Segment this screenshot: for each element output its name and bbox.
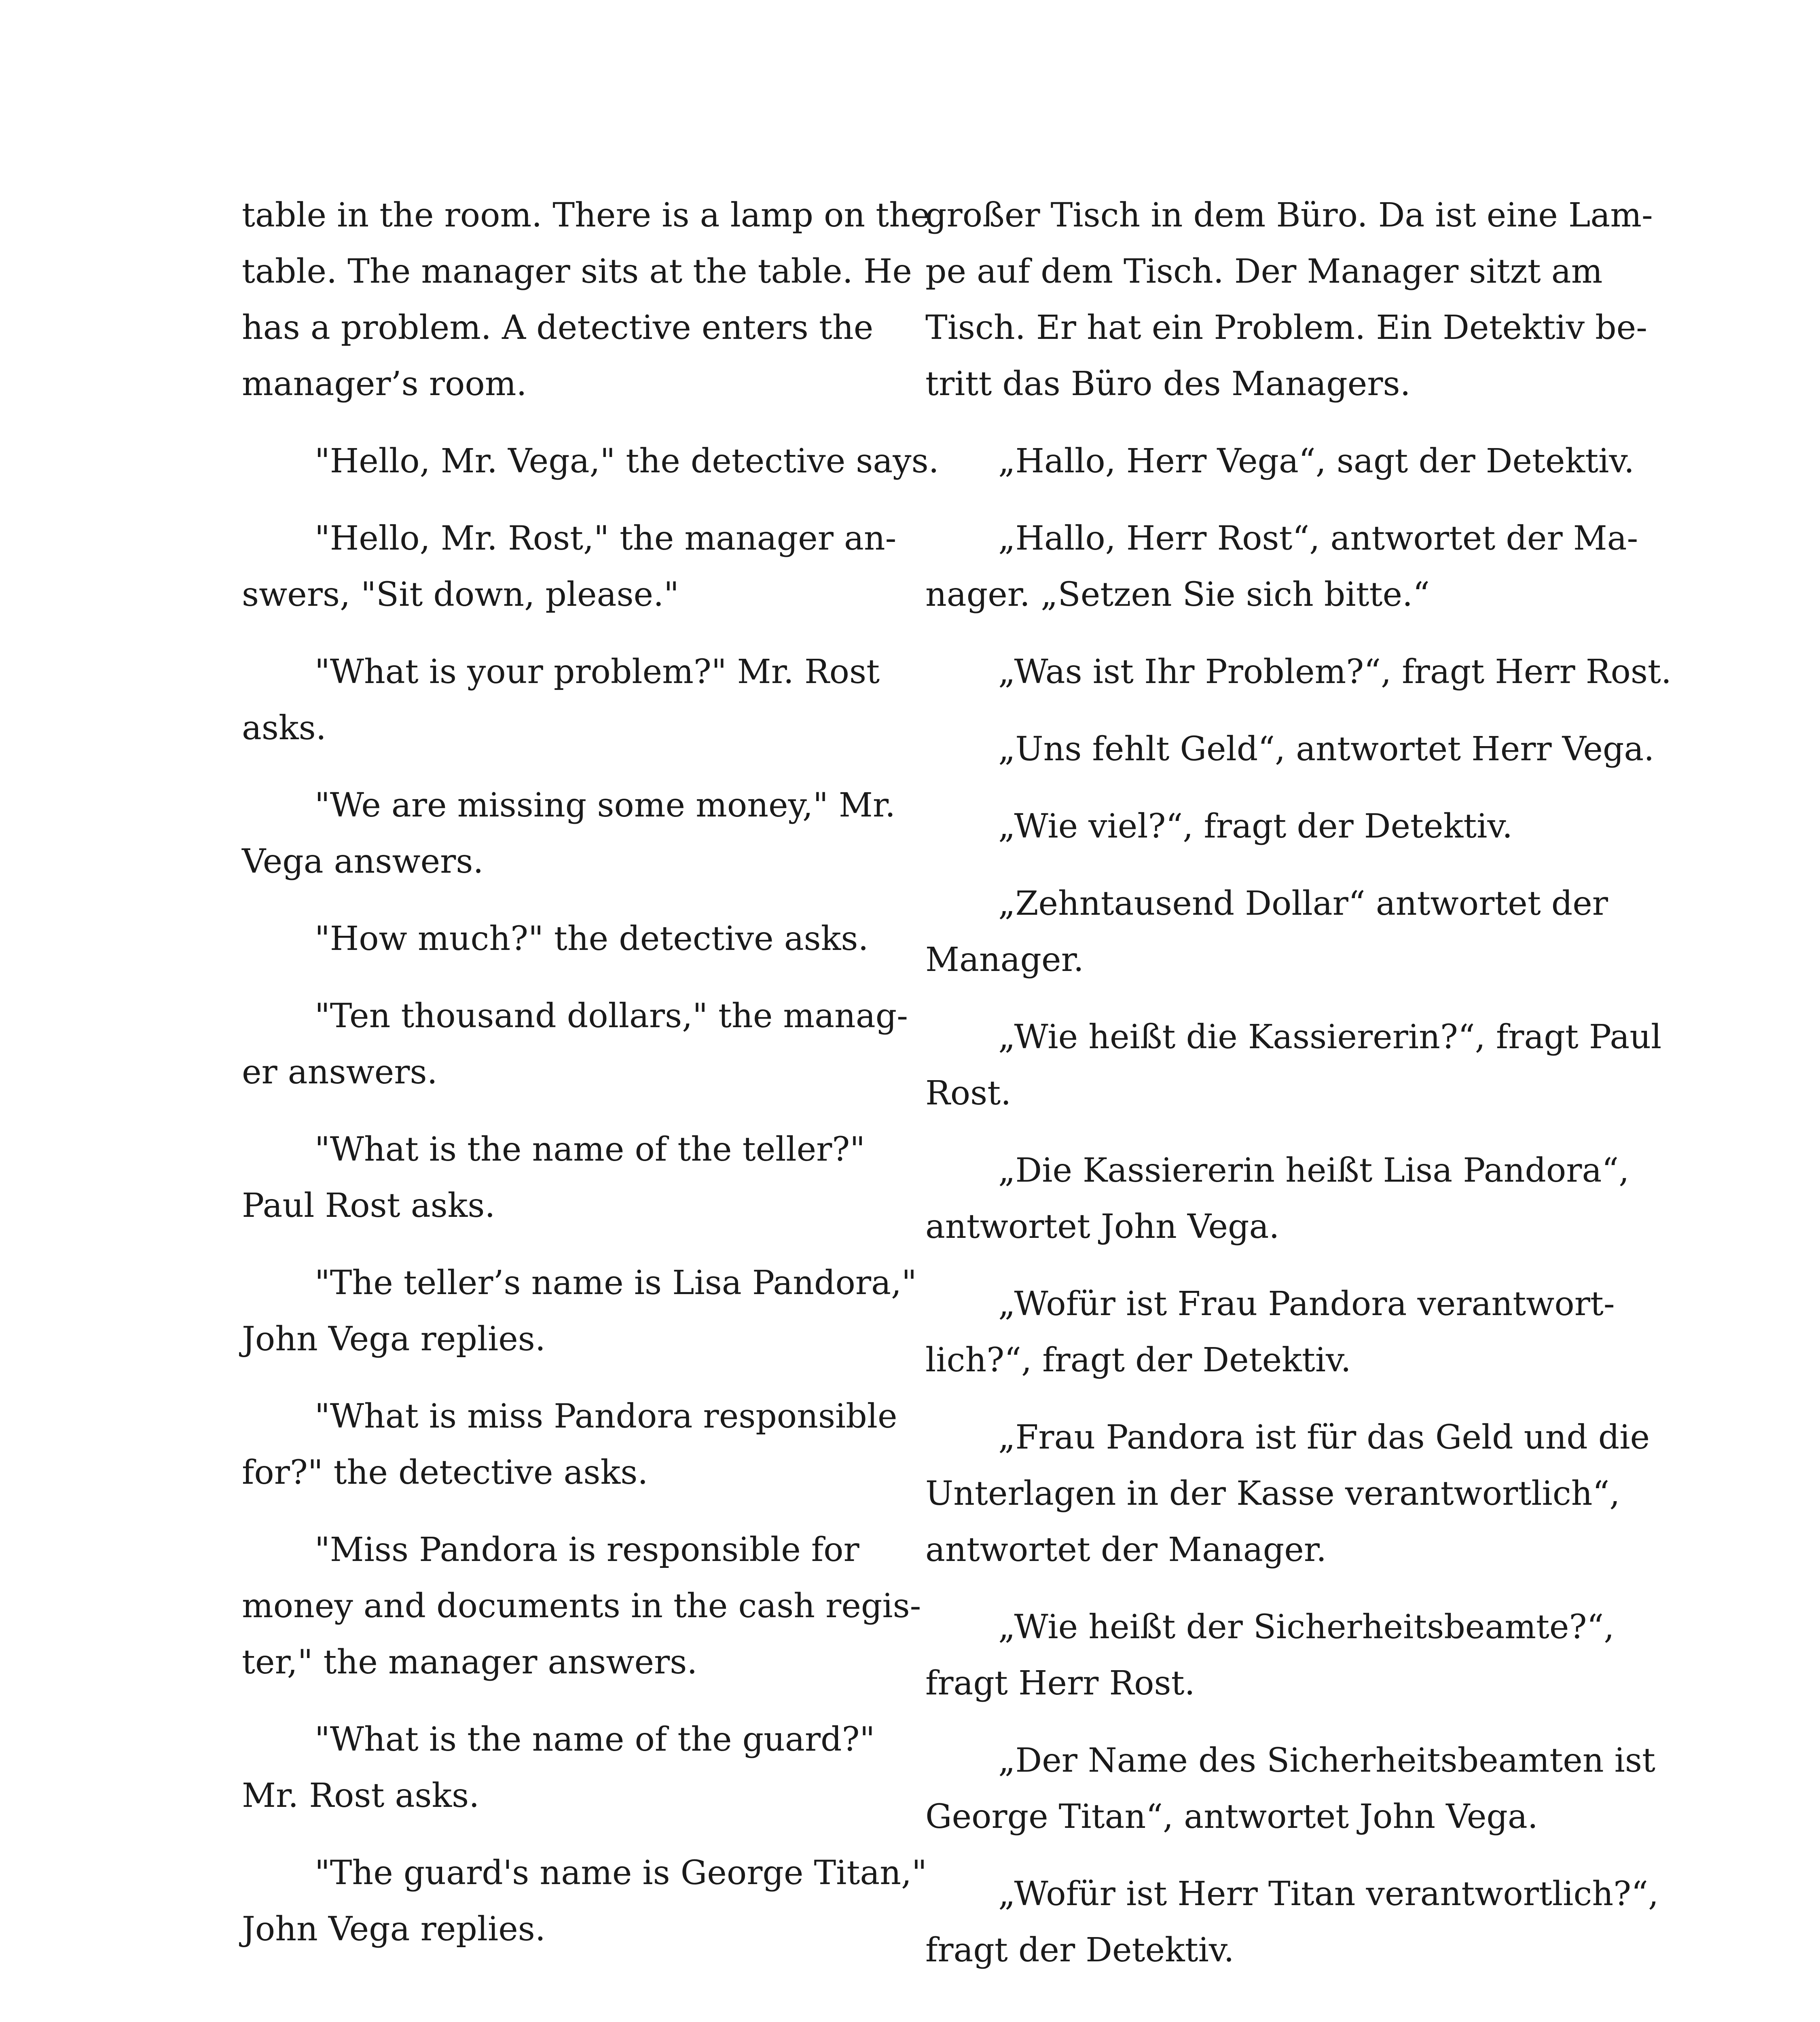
text-line: „Der Name des Sicherheitsbeamten ist — [998, 1741, 1655, 1780]
text-line: "The teller’s name is Lisa Pandora," — [315, 1264, 917, 1302]
german-paragraph — [925, 721, 1655, 777]
text-line: "What is the name of the teller?" — [315, 1130, 865, 1169]
text-line: fragt Herr Rost. — [925, 1664, 1195, 1703]
text-line: Paul Rost asks. — [242, 1187, 495, 1225]
text-line: Vega answers. — [242, 842, 484, 881]
english-paragraph — [242, 1255, 917, 1367]
text-line: „Hallo, Herr Vega“, sagt der Detektiv. — [998, 442, 1635, 480]
text-line: "What is miss Pandora responsible — [315, 1397, 897, 1436]
text-line: swers, "Sit down, please." — [242, 575, 679, 614]
german-paragraph — [925, 433, 1635, 489]
english-column — [242, 187, 939, 1978]
text-line: „Wie heißt die Kassiererin?“, fragt Paul — [998, 1018, 1662, 1056]
text-line: großer Tisch in dem Büro. Da ist eine Lam- — [925, 196, 1653, 235]
text-line: table in the room. There is a lamp on the — [242, 196, 930, 235]
text-line: nager. „Setzen Sie sich bitte.“ — [925, 575, 1430, 614]
text-line: "The guard's name is George Titan," — [315, 1854, 927, 1892]
english-paragraph — [242, 433, 939, 489]
text-line: "Ten thousand dollars," the manag- — [315, 997, 908, 1035]
english-paragraph — [242, 911, 897, 967]
text-line: John Vega replies. — [242, 1320, 546, 1358]
text-line: "Miss Pandora is responsible for — [315, 1531, 859, 1569]
text-line: er answers. — [242, 1053, 438, 1091]
text-line: „Die Kassiererin heißt Lisa Pandora“, — [998, 1151, 1630, 1190]
text-line: „Wie viel?“, fragt der Detektiv. — [998, 807, 1513, 846]
german-paragraph — [925, 644, 1672, 700]
english-paragraph — [242, 1388, 897, 1501]
german-paragraph — [925, 1276, 1629, 1388]
text-line: "Hello, Mr. Rost," the manager an- — [315, 519, 897, 558]
text-line: tritt das Büro des Managers. — [925, 365, 1411, 403]
text-line: ter," the manager answers. — [242, 1643, 698, 1681]
text-line: "How much?" the detective asks. — [315, 920, 869, 958]
text-line: „Hallo, Herr Rost“, antwortet der Ma- — [998, 519, 1638, 558]
text-line: „Was ist Ihr Problem?“, fragt Herr Rost. — [998, 653, 1672, 691]
german-paragraph — [925, 1866, 1659, 1978]
text-line: „Wie heißt der Sicherheitsbeamte?“, — [998, 1608, 1615, 1646]
text-line: pe auf dem Tisch. Der Manager sitzt am — [925, 252, 1603, 291]
text-line: Mr. Rost asks. — [242, 1777, 480, 1815]
text-line: fragt der Detektiv. — [925, 1931, 1234, 1969]
text-line: Unterlagen in der Kasse verantwortlich“, — [925, 1474, 1620, 1513]
text-line: George Titan“, antwortet John Vega. — [925, 1798, 1538, 1836]
text-line: money and documents in the cash regis- — [242, 1587, 921, 1625]
text-line: asks. — [242, 709, 326, 747]
english-paragraph — [242, 1845, 927, 1957]
text-line: „Uns fehlt Geld“, antwortet Herr Vega. — [998, 730, 1655, 768]
german-paragraph — [925, 510, 1638, 623]
text-line: "What is the name of the guard?" — [315, 1720, 875, 1759]
german-paragraph — [925, 1599, 1629, 1711]
text-line: "Hello, Mr. Vega," the detective says. — [315, 442, 939, 480]
english-paragraph — [242, 1522, 921, 1690]
text-line: "We are missing some money," Mr. — [315, 786, 896, 825]
text-line: „Zehntausend Dollar“ antwortet der — [998, 884, 1608, 923]
german-paragraph — [925, 1732, 1655, 1845]
german-paragraph — [925, 876, 1629, 988]
text-line: antwortet John Vega. — [925, 1208, 1280, 1246]
text-line: for?" the detective asks. — [242, 1453, 648, 1492]
text-line: „Wofür ist Frau Pandora verantwort- — [998, 1285, 1615, 1323]
german-paragraph — [925, 798, 1629, 854]
text-line: Manager. — [925, 941, 1084, 979]
text-line: lich?“, fragt der Detektiv. — [925, 1341, 1351, 1379]
english-paragraph — [242, 1711, 897, 1824]
text-line: table. The manager sits at the table. He — [242, 252, 912, 291]
german-paragraph — [925, 187, 1653, 412]
text-line: has a problem. A detective enters the — [242, 309, 874, 347]
text-line: „Wofür ist Herr Titan verantwortlich?“, — [998, 1875, 1659, 1913]
english-paragraph — [242, 510, 897, 623]
text-line: John Vega replies. — [242, 1910, 546, 1948]
english-paragraph — [242, 988, 908, 1100]
german-paragraph — [925, 1142, 1629, 1255]
text-line: Rost. — [925, 1074, 1012, 1113]
german-paragraph — [925, 1009, 1662, 1121]
text-line: „Frau Pandora ist für das Geld und die — [998, 1418, 1650, 1457]
english-paragraph — [242, 1121, 897, 1234]
text-line: "What is your problem?" Mr. Rost — [315, 653, 880, 691]
english-paragraph — [242, 187, 930, 412]
german-paragraph — [925, 1409, 1650, 1578]
text-line: Tisch. Er hat ein Problem. Ein Detektiv be- — [925, 309, 1647, 347]
text-line: antwortet der Manager. — [925, 1531, 1327, 1569]
english-paragraph — [242, 644, 897, 756]
english-paragraph — [242, 777, 897, 890]
german-column — [925, 187, 1672, 1999]
text-line: manager’s room. — [242, 365, 527, 403]
